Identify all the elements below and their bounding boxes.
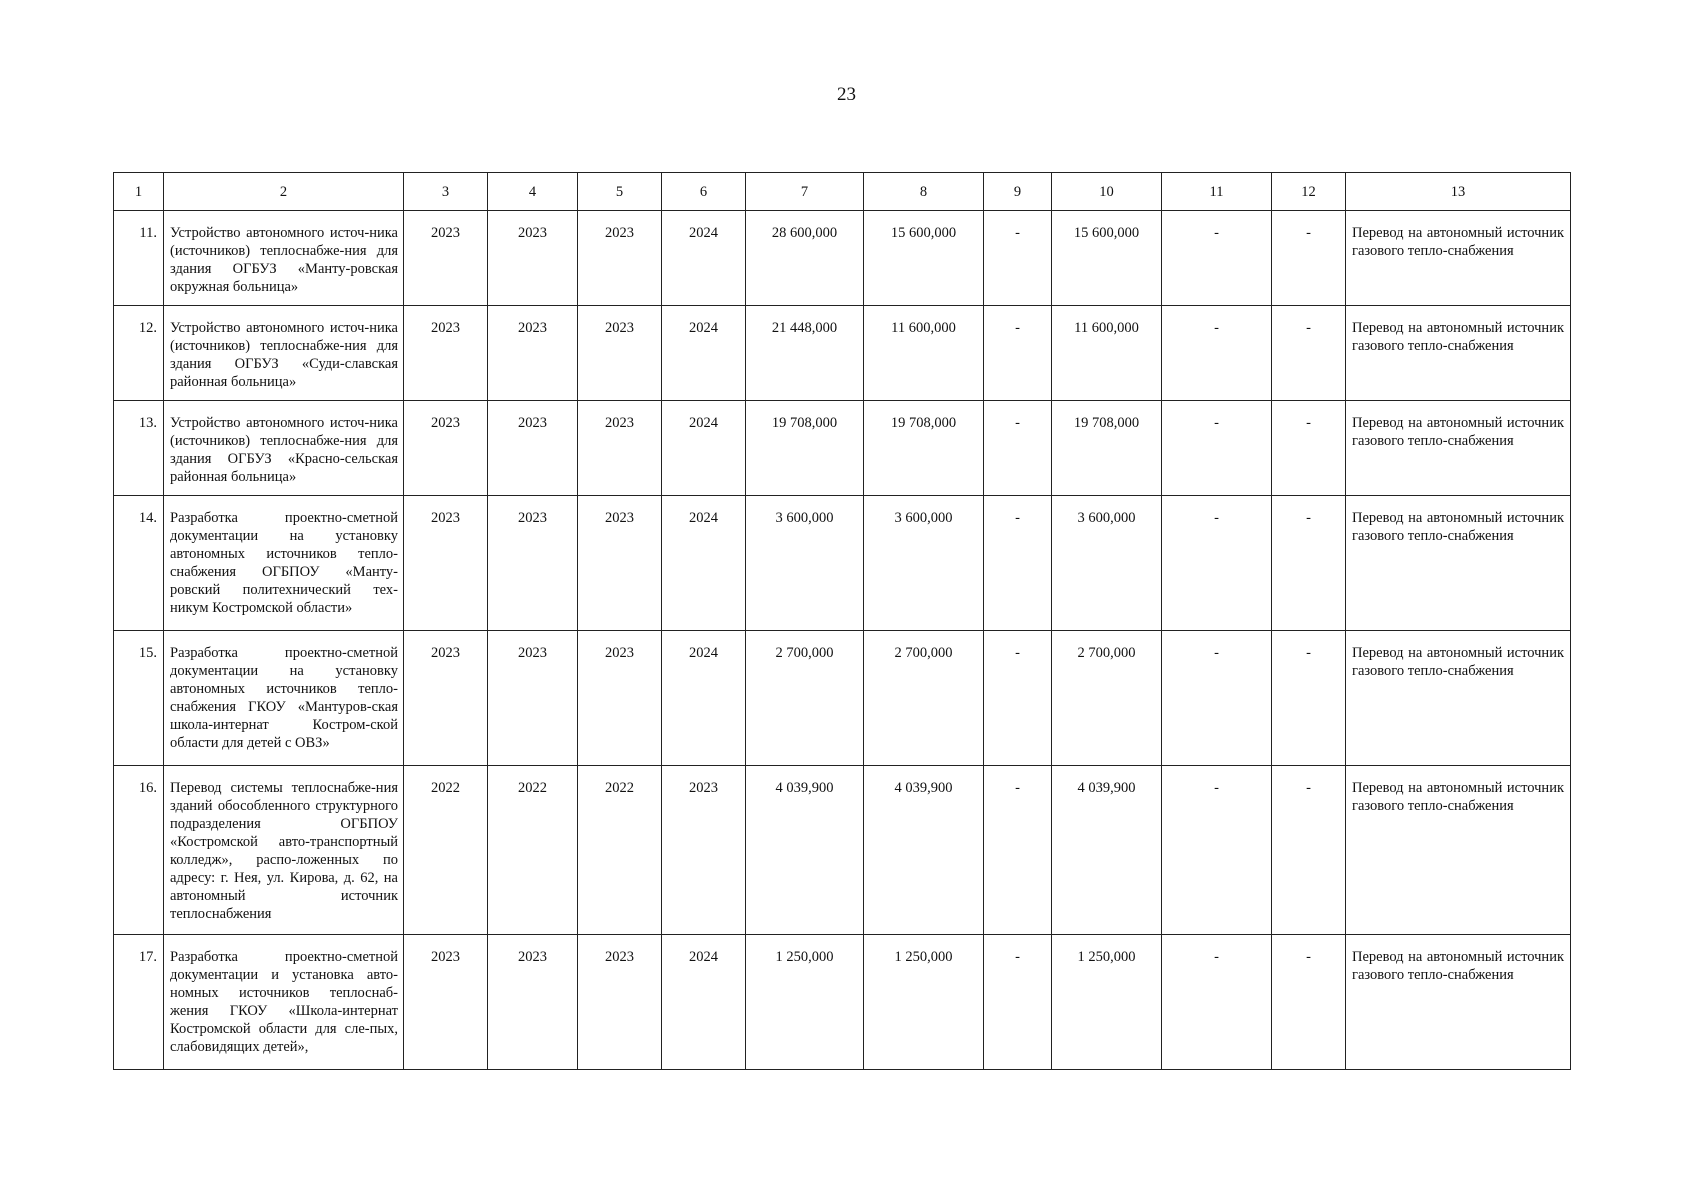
row-description: Устройство автономного источ-ника (источников) теплоснабже-ния для здания ОГБУЗ «Манту-ровская окружная больница» — [170, 225, 398, 295]
cell-col-7: 2 700,000 — [775, 645, 834, 661]
cell-col-5: 2022 — [605, 780, 634, 796]
table-row — [114, 401, 1571, 496]
row-note: Перевод на автономный источник газового тепло-снабжения — [1352, 320, 1564, 354]
cell-col-6: 2023 — [689, 780, 718, 796]
cell-col-12: - — [1306, 949, 1311, 965]
cell-col-10: 2 700,000 — [1077, 645, 1136, 661]
cell-col-7: 21 448,000 — [771, 320, 838, 336]
header-col-12: 12 — [1272, 173, 1346, 211]
cell-col-12: - — [1306, 415, 1311, 431]
cell-col-8: 19 708,000 — [890, 415, 957, 431]
table-row — [114, 631, 1571, 766]
cell-col-3: 2023 — [431, 949, 460, 965]
cell-col-11: - — [1214, 320, 1219, 336]
table-row — [114, 935, 1571, 1070]
table-row — [114, 496, 1571, 631]
table-header-row — [114, 173, 1571, 211]
cell-col-9: - — [1015, 645, 1020, 661]
cell-col-11: - — [1214, 949, 1219, 965]
cell-col-12: - — [1306, 225, 1311, 241]
cell-col-3: 2023 — [431, 415, 460, 431]
cell-col-7: 1 250,000 — [775, 949, 834, 965]
cell-col-4: 2023 — [518, 225, 547, 241]
cell-col-3: 2023 — [431, 320, 460, 336]
cell-col-9: - — [1015, 415, 1020, 431]
cell-col-3: 2023 — [431, 645, 460, 661]
header-col-2: 2 — [164, 173, 404, 211]
header-col-9: 9 — [984, 173, 1052, 211]
cell-col-5: 2023 — [605, 949, 634, 965]
cell-col-7: 19 708,000 — [771, 415, 838, 431]
cell-col-11: - — [1214, 415, 1219, 431]
header-col-3: 3 — [404, 173, 488, 211]
row-description: Разработка проектно-сметной документации и установка авто-номных источников теплоснаб-жения ГКОУ «Школа-интернат Костромской области для сле-пых, слабовидящих детей», — [170, 949, 398, 1055]
header-col-13: 13 — [1346, 173, 1571, 211]
cell-col-5: 2023 — [605, 645, 634, 661]
cell-col-6: 2024 — [689, 949, 718, 965]
cell-col-10: 4 039,900 — [1077, 780, 1136, 796]
cell-col-10: 11 600,000 — [1074, 320, 1139, 336]
cell-col-8: 2 700,000 — [894, 645, 953, 661]
cell-col-5: 2023 — [605, 320, 634, 336]
row-number: 15. — [138, 645, 157, 661]
cell-col-6: 2024 — [689, 645, 718, 661]
row-number: 16. — [138, 780, 157, 796]
header-col-10: 10 — [1052, 173, 1162, 211]
cell-col-10: 19 708,000 — [1073, 415, 1140, 431]
cell-col-6: 2024 — [689, 510, 718, 526]
cell-col-9: - — [1015, 320, 1020, 336]
cell-col-11: - — [1214, 780, 1219, 796]
cell-col-8: 15 600,000 — [890, 225, 957, 241]
cell-col-7: 28 600,000 — [771, 225, 838, 241]
row-number: 14. — [138, 510, 157, 526]
cell-col-6: 2024 — [689, 320, 718, 336]
row-note: Перевод на автономный источник газового тепло-снабжения — [1352, 225, 1564, 259]
cell-col-4: 2023 — [518, 645, 547, 661]
row-number: 12. — [138, 320, 157, 336]
cell-col-4: 2023 — [518, 949, 547, 965]
cell-col-5: 2023 — [605, 225, 634, 241]
cell-col-12: - — [1306, 510, 1311, 526]
row-description: Перевод системы теплоснабже-ния зданий обособленного структурного подразделения ОГБПОУ «Костромской авто-транспортный колледж», распо-ложенных по адресу: г. Нея, ул. Кирова, д. 62, на автономный источник теплоснабжения — [170, 780, 398, 922]
cell-col-9: - — [1015, 510, 1020, 526]
header-col-1: 1 — [114, 173, 164, 211]
table-row — [114, 306, 1571, 401]
page-number: 23 — [837, 84, 856, 105]
cell-col-6: 2024 — [689, 415, 718, 431]
header-col-11: 11 — [1162, 173, 1272, 211]
row-number: 13. — [138, 415, 157, 431]
cell-col-10: 3 600,000 — [1077, 510, 1136, 526]
cell-col-4: 2023 — [518, 510, 547, 526]
cell-col-3: 2023 — [431, 225, 460, 241]
row-description: Разработка проектно-сметной документации на установку автономных источников тепло-снабжения ГКОУ «Мантуров-ская школа-интернат Костром-ской области для детей с ОВЗ» — [170, 645, 398, 751]
header-col-4: 4 — [488, 173, 578, 211]
cell-col-7: 3 600,000 — [775, 510, 834, 526]
cell-col-9: - — [1015, 225, 1020, 241]
row-note: Перевод на автономный источник газового тепло-снабжения — [1352, 780, 1564, 814]
cell-col-8: 11 600,000 — [891, 320, 956, 336]
header-col-5: 5 — [578, 173, 662, 211]
program-table — [113, 172, 1571, 1070]
header-col-7: 7 — [746, 173, 864, 211]
row-note: Перевод на автономный источник газового тепло-снабжения — [1352, 415, 1564, 449]
header-col-8: 8 — [864, 173, 984, 211]
cell-col-11: - — [1214, 645, 1219, 661]
row-description: Разработка проектно-сметной документации на установку автономных источников тепло-снабжения ОГБПОУ «Манту-ровский политехнический тех-никум Костромской области» — [170, 510, 398, 616]
row-number: 11. — [139, 225, 157, 241]
cell-col-9: - — [1015, 780, 1020, 796]
cell-col-12: - — [1306, 645, 1311, 661]
cell-col-12: - — [1306, 320, 1311, 336]
cell-col-10: 15 600,000 — [1073, 225, 1140, 241]
row-note: Перевод на автономный источник газового тепло-снабжения — [1352, 645, 1564, 679]
cell-col-12: - — [1306, 780, 1311, 796]
cell-col-7: 4 039,900 — [775, 780, 834, 796]
cell-col-4: 2023 — [518, 415, 547, 431]
cell-col-8: 1 250,000 — [894, 949, 953, 965]
row-description: Устройство автономного источ-ника (источников) теплоснабже-ния для здания ОГБУЗ «Суди-славская районная больница» — [170, 320, 398, 390]
cell-col-8: 4 039,900 — [894, 780, 953, 796]
cell-col-8: 3 600,000 — [894, 510, 953, 526]
cell-col-11: - — [1214, 225, 1219, 241]
row-note: Перевод на автономный источник газового тепло-снабжения — [1352, 510, 1564, 544]
cell-col-10: 1 250,000 — [1077, 949, 1136, 965]
cell-col-5: 2023 — [605, 415, 634, 431]
cell-col-3: 2022 — [431, 780, 460, 796]
cell-col-5: 2023 — [605, 510, 634, 526]
table-row — [114, 766, 1571, 935]
header-col-6: 6 — [662, 173, 746, 211]
cell-col-3: 2023 — [431, 510, 460, 526]
cell-col-6: 2024 — [689, 225, 718, 241]
cell-col-4: 2022 — [518, 780, 547, 796]
row-note: Перевод на автономный источник газового тепло-снабжения — [1352, 949, 1564, 983]
cell-col-11: - — [1214, 510, 1219, 526]
table-row — [114, 211, 1571, 306]
cell-col-4: 2023 — [518, 320, 547, 336]
cell-col-9: - — [1015, 949, 1020, 965]
row-description: Устройство автономного источ-ника (источников) теплоснабже-ния для здания ОГБУЗ «Красно-сельская районная больница» — [170, 415, 398, 485]
row-number: 17. — [138, 949, 157, 965]
